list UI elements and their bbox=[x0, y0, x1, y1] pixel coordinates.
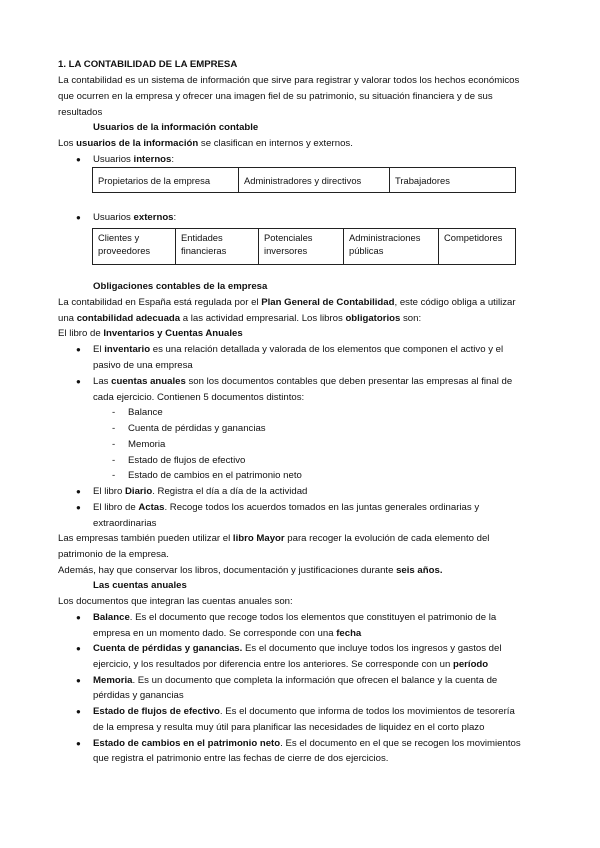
internos-table bbox=[92, 167, 516, 193]
bullet-icon: ● bbox=[76, 487, 81, 496]
doc-item: Estado de cambios en el patrimonio neto bbox=[128, 470, 302, 481]
internos-cell: Trabajadores bbox=[390, 168, 516, 193]
dash-icon: - bbox=[112, 455, 116, 466]
bullet-icon: ● bbox=[76, 345, 81, 354]
bullet-icon: ● bbox=[76, 613, 81, 622]
bullet-icon: ● bbox=[76, 155, 81, 164]
externos-table bbox=[92, 228, 516, 265]
diario-line: El libro Diario. Registra el día a día de la actividad bbox=[93, 486, 308, 497]
cuentas-anuales-line-2: cada ejercicio. Contienen 5 documentos distintos: bbox=[93, 392, 305, 403]
bullet-icon: ● bbox=[76, 644, 81, 653]
mayor-line-2: patrimonio de la empresa. bbox=[58, 549, 169, 560]
obligaciones-line-2: una contabilidad adecuada a las actividad empresarial. Los libros obligatorios son: bbox=[58, 313, 422, 324]
dash-icon: - bbox=[112, 470, 116, 481]
doc-item: Balance bbox=[128, 407, 163, 418]
cuentas-intro: Los documentos que integran las cuentas anuales son: bbox=[58, 596, 293, 607]
balance-line-2: empresa en un momento dado. Se corresponde con una fecha bbox=[93, 628, 362, 639]
bullet-icon: ● bbox=[76, 503, 81, 512]
efe-line-2: de la empresa y resulta muy útil para planificar las necesidades de liquidez en el corto plazo bbox=[93, 722, 485, 733]
obligaciones-title: Obligaciones contables de la empresa bbox=[93, 281, 268, 292]
bullet-icon: ● bbox=[76, 213, 81, 222]
memoria-line-2: pérdidas y ganancias bbox=[93, 690, 184, 701]
ecpn-line-2: que registra el patrimonio entre las fechas de cierre de dos ejercicios. bbox=[93, 753, 389, 764]
bullet-icon: ● bbox=[76, 739, 81, 748]
conservar-line: Además, hay que conservar los libros, documentación y justificaciones durante seis años. bbox=[58, 565, 443, 576]
obligaciones-line-3: El libro de Inventarios y Cuentas Anuales bbox=[58, 328, 243, 339]
inventario-line-1: El inventario es una relación detallada y valorada de los elementos que componen el activo y el bbox=[93, 344, 504, 355]
doc-item: Memoria bbox=[128, 439, 166, 450]
pyg-line-1: Cuenta de pérdidas y ganancias. Es el documento que incluye todos los ingresos y gastos del bbox=[93, 643, 502, 654]
externos-cell: Entidades financieras bbox=[176, 229, 259, 265]
inventario-line-2: pasivo de una empresa bbox=[93, 360, 193, 371]
externos-cell: Competidores bbox=[439, 229, 516, 265]
intro-line-1: La contabilidad es un sistema de información que sirve para registrar y valorar todos los hechos económicos bbox=[58, 75, 520, 86]
bullet-icon: ● bbox=[76, 676, 81, 685]
usuarios-line: Los usuarios de la información se clasifican en internos y externos. bbox=[58, 138, 353, 149]
intro-line-3: resultados bbox=[58, 107, 103, 118]
obligaciones-line-1: La contabilidad en España está regulada por el Plan General de Contabilidad, este código obliga a utilizar bbox=[58, 297, 516, 308]
efe-line-1: Estado de flujos de efectivo. Es el documento que informa de todos los movimientos de tesorería bbox=[93, 706, 515, 717]
externos-cell: Administraciones públicas bbox=[344, 229, 439, 265]
ecpn-line-1: Estado de cambios en el patrimonio neto. Es el documento en el que se recogen los movimientos bbox=[93, 738, 521, 749]
usuarios-title: Usuarios de la información contable bbox=[93, 122, 259, 133]
actas-line-2: extraordinarias bbox=[93, 518, 157, 529]
internos-cell: Administradores y directivos bbox=[239, 168, 390, 193]
intro-line-2: que ocurren en la empresa y ofrecer una imagen fiel de su patrimonio, su situación financiera y de sus bbox=[58, 91, 493, 102]
externos-cell: Potenciales inversores bbox=[259, 229, 344, 265]
cuentas-anuales-line-1: Las cuentas anuales son los documentos contables que deben presentar las empresas al final de bbox=[93, 376, 513, 387]
bullet-icon: ● bbox=[76, 377, 81, 386]
section-heading: 1. LA CONTABILIDAD DE LA EMPRESA bbox=[58, 59, 238, 70]
bullet-icon: ● bbox=[76, 707, 81, 716]
externos-cell: Clientes y proveedores bbox=[93, 229, 176, 265]
pyg-line-2: ejercicio, y los resultados por diferencia entre los anteriores. Se corresponde con un período bbox=[93, 659, 489, 670]
dash-icon: - bbox=[112, 439, 116, 450]
balance-line-1: Balance. Es el documento que recoge todos los elementos que constituyen el patrimonio de la bbox=[93, 612, 497, 623]
actas-line-1: El libro de Actas. Recoge todos los acuerdos tomados en las juntas generales ordinarias y bbox=[93, 502, 480, 513]
mayor-line-1: Las empresas también pueden utilizar el libro Mayor para recoger la evolución de cada elemento del bbox=[58, 533, 490, 544]
internos-label: Usuarios internos: bbox=[93, 154, 175, 165]
doc-item: Cuenta de pérdidas y ganancias bbox=[128, 423, 266, 434]
dash-icon: - bbox=[112, 407, 116, 418]
doc-item: Estado de flujos de efectivo bbox=[128, 455, 246, 466]
cuentas-title: Las cuentas anuales bbox=[93, 580, 187, 591]
internos-cell: Propietarios de la empresa bbox=[93, 168, 239, 193]
externos-label: Usuarios externos: bbox=[93, 212, 177, 223]
memoria-line-1: Memoria. Es un documento que completa la información que ofrecen el balance y la cuenta de bbox=[93, 675, 498, 686]
dash-icon: - bbox=[112, 423, 116, 434]
